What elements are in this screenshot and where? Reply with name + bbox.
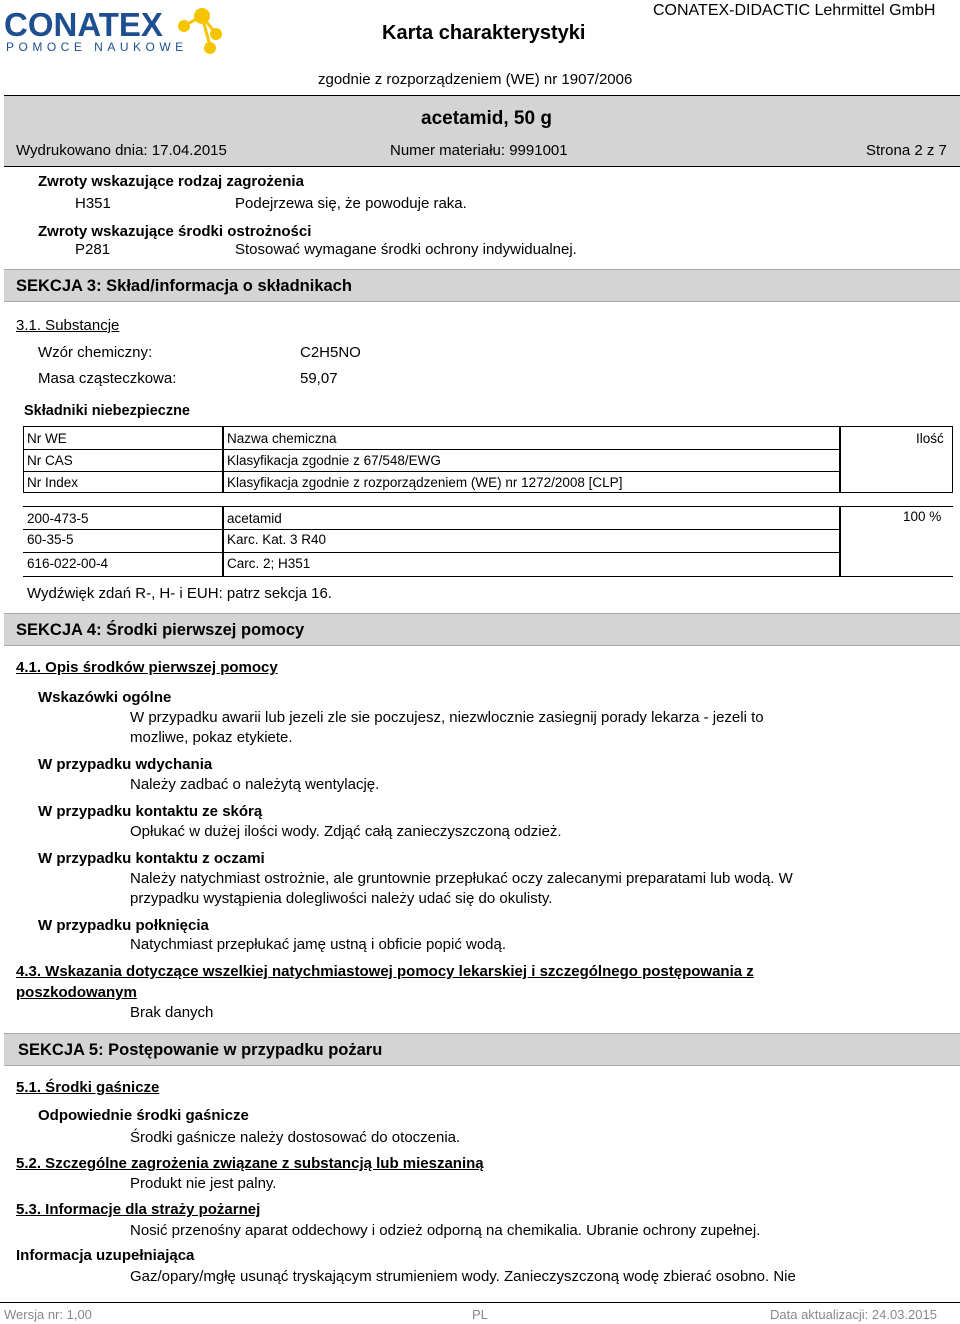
general-advice-title: Wskazówki ogólne bbox=[38, 689, 172, 706]
general-advice-text-2: mozliwe, pokaz etykiete. bbox=[130, 729, 293, 746]
cell-qty: 100 % bbox=[903, 509, 942, 524]
mass-label: Masa cząsteczkowa: bbox=[38, 370, 177, 387]
ingestion-text: Natychmiast przepłukać jamę ustną i obficie popić wodą. bbox=[130, 936, 507, 953]
hazardous-components-title: Składniki niebezpieczne bbox=[24, 403, 190, 419]
material-number: Numer materiału: 9991001 bbox=[390, 142, 568, 159]
col-header-cas: Nr CAS bbox=[27, 453, 73, 468]
logo-wordmark: CONATEX bbox=[4, 6, 163, 43]
section3-1-title: 3.1. Substancje bbox=[16, 317, 120, 334]
footer-version: Wersja nr: 1,00 bbox=[4, 1307, 92, 1322]
footer-language: PL bbox=[472, 1307, 488, 1322]
col-header-class-new: Klasyfikacja zgodnie z rozporządzeniem (WE) nr 1272/2008 [CLP] bbox=[227, 475, 623, 490]
inhalation-title: W przypadku wdychania bbox=[38, 756, 213, 773]
table-divider bbox=[222, 426, 224, 493]
hazard-code: H351 bbox=[75, 195, 111, 212]
table-divider bbox=[23, 449, 840, 450]
section4-3-title-line2: poszkodowanym bbox=[16, 984, 137, 1001]
formula-value: C2H5NO bbox=[300, 344, 361, 361]
regulation-line: zgodnie z rozporządzeniem (WE) nr 1907/2006 bbox=[318, 71, 633, 88]
hazard-statements-title: Zwroty wskazujące rodzaj zagrożenia bbox=[38, 173, 304, 190]
extinguishing-media-title: Odpowiednie środki gaśnicze bbox=[38, 1107, 249, 1124]
r-phrases-note: Wydźwięk zdań R-, H- i EUH: patrz sekcja 16. bbox=[27, 585, 332, 602]
eye-contact-text-2: przypadku wystąpienia dolegliwości należy udać się do okulisty. bbox=[130, 890, 553, 907]
col-header-name: Nazwa chemiczna bbox=[227, 431, 337, 446]
cell-class-new: Carc. 2; H351 bbox=[227, 556, 311, 571]
table-divider bbox=[839, 506, 841, 577]
footer-updated: Data aktualizacji: 24.03.2015 bbox=[770, 1307, 937, 1322]
footer-divider bbox=[0, 1302, 960, 1303]
company-logo bbox=[4, 4, 230, 58]
section5-2-text: Produkt nie jest palny. bbox=[130, 1175, 277, 1192]
printed-date: Wydrukowano dnia: 17.04.2015 bbox=[16, 142, 227, 159]
component-row bbox=[23, 506, 953, 577]
logo-subtitle: POMOCE NAUKOWE bbox=[6, 40, 188, 54]
company-name: CONATEX-DIDACTIC Lehrmittel GmbH bbox=[653, 2, 936, 19]
inhalation-text: Należy zadbać o należytą wentylację. bbox=[130, 776, 380, 793]
table-divider bbox=[839, 426, 841, 493]
precaution-code: P281 bbox=[75, 241, 111, 258]
skin-contact-title: W przypadku kontaktu ze skórą bbox=[38, 803, 263, 820]
additional-info-text: Gaz/opary/mgłę usunąć tryskającym strumieniem wody. Zanieczyszczoną wodę zbierać osobno. Nie bbox=[130, 1268, 796, 1285]
cell-class-old: Karc. Kat. 3 R40 bbox=[227, 532, 327, 547]
hazard-text: Podejrzewa się, że powoduje raka. bbox=[235, 195, 467, 212]
table-divider bbox=[222, 506, 224, 577]
product-name: acetamid, 50 g bbox=[421, 108, 552, 129]
col-header-we: Nr WE bbox=[27, 431, 67, 446]
section5-1-title: 5.1. Środki gaśnicze bbox=[16, 1079, 160, 1096]
col-header-class-old: Klasyfikacja zgodnie z 67/548/EWG bbox=[227, 453, 441, 468]
document-title: Karta charakterystyki bbox=[382, 22, 586, 44]
precaution-text: Stosować wymagane środki ochrony indywidualnej. bbox=[235, 241, 577, 258]
section4-title: SEKCJA 4: Środki pierwszej pomocy bbox=[16, 621, 305, 639]
section5-2-title: 5.2. Szczególne zagrożenia związane z substancją lub mieszaniną bbox=[16, 1155, 484, 1172]
col-header-qty: Ilość bbox=[916, 431, 944, 446]
table-divider bbox=[23, 471, 840, 472]
page-number: Strona 2 z 7 bbox=[866, 142, 947, 159]
extinguishing-media-text: Środki gaśnicze należy dostosować do otoczenia. bbox=[130, 1129, 461, 1146]
cell-cas: 60-35-5 bbox=[27, 532, 74, 547]
table-divider bbox=[23, 552, 840, 553]
section5-3-text: Nosić przenośny aparat oddechowy i odzież odporną na chemikalia. Ubranie ochrony zupełnej. bbox=[130, 1222, 761, 1239]
section5-title: SEKCJA 5: Postępowanie w przypadku pożaru bbox=[18, 1041, 383, 1059]
precaution-statements-title: Zwroty wskazujące środki ostrożności bbox=[38, 223, 312, 240]
table-divider bbox=[23, 529, 840, 530]
section5-3-title: 5.3. Informacje dla straży pożarnej bbox=[16, 1201, 261, 1218]
cell-name: acetamid bbox=[227, 511, 282, 526]
ingestion-title: W przypadku połknięcia bbox=[38, 917, 209, 934]
cell-index: 616-022-00-4 bbox=[27, 556, 109, 571]
formula-label: Wzór chemiczny: bbox=[38, 344, 153, 361]
general-advice-text-1: W przypadku awarii lub jezeli zle sie poczujesz, niezwlocznie zasiegnij porady lekarza - jezeli to bbox=[130, 709, 764, 726]
mass-value: 59,07 bbox=[300, 370, 338, 387]
section4-3-title-line1: 4.3. Wskazania dotyczące wszelkiej natychmiastowej pomocy lekarskiej i szczególnego postępowania z bbox=[16, 963, 754, 980]
section3-title: SEKCJA 3: Skład/informacja o składnikach bbox=[16, 277, 352, 295]
section4-3-text: Brak danych bbox=[130, 1004, 214, 1021]
eye-contact-title: W przypadku kontaktu z oczami bbox=[38, 850, 265, 867]
eye-contact-text-1: Należy natychmiast ostrożnie, ale gruntownie przepłukać oczy zalecanymi preparatami lub wodą. W bbox=[130, 870, 793, 887]
cell-we: 200-473-5 bbox=[27, 511, 89, 526]
skin-contact-text: Opłukać w dużej ilości wody. Zdjąć całą zanieczyszczoną odzież. bbox=[130, 823, 562, 840]
section4-1-title: 4.1. Opis środków pierwszej pomocy bbox=[16, 659, 278, 676]
additional-info-title: Informacja uzupełniająca bbox=[16, 1247, 195, 1264]
col-header-index: Nr Index bbox=[27, 475, 79, 490]
